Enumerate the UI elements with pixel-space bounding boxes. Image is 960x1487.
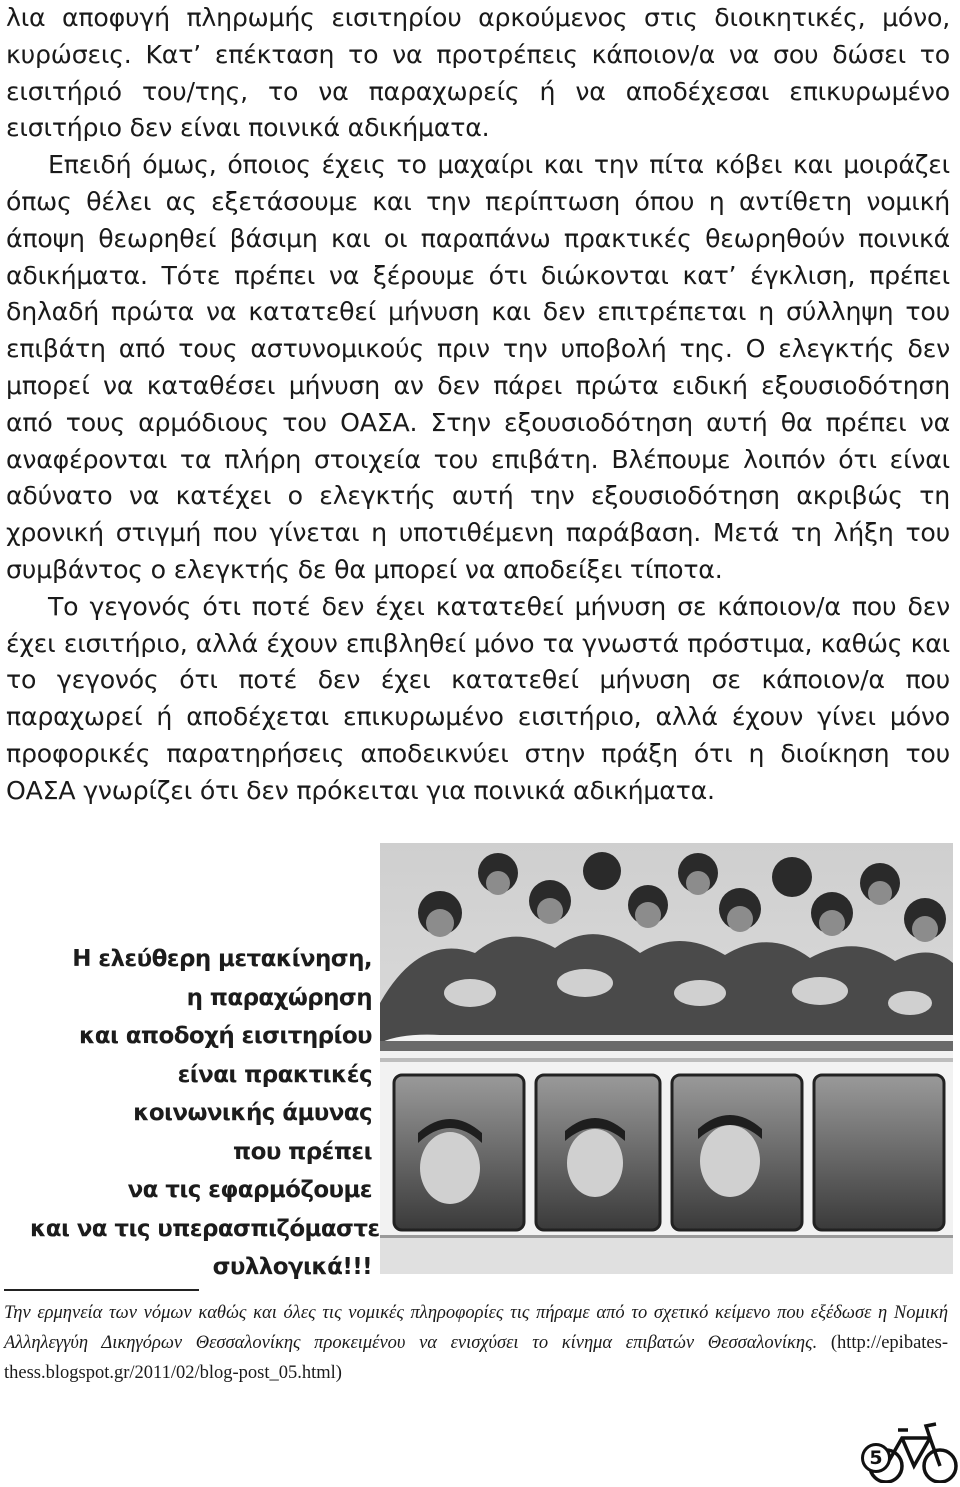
paragraph-1: λια αποφυγή πληρωμής εισιτηρίου αρκούμενος στις διοικητικές, μόνο, κυρώσεις. Κατ’ επέκταση το να προτρέπεις κάποιον/α να σου δώσει το εισιτήριό του/της, το να παραχωρείς ή να αποδέχεσαι επικυρωμένο εισιτήριο δεν είναι ποινικά αδικήματα. [6,3,950,143]
bus-passengers-photo [380,843,953,1274]
source-link[interactable]: (http://epibates-thess.blogspot.gr/2011/02/blog-post_05.html) [4,1333,948,1383]
footnote-text: Την ερμηνεία των νόμων καθώς και όλες τις νομικές πληροφορίες τις πήραμε από το σχετικό κείμενο που εξέδωσε η Νομική Αλληλεγγύη Δικηγόρων Θεσσαλονίκης προκειμένου να ενισχύσει το κίνημα επιβατών Θεσσαλονίκης. [4,1303,948,1353]
footnote-rule [4,1289,199,1291]
footnote [4,1298,948,1388]
slogan-line: είναι πρακτικές [177,1061,372,1088]
paragraph-3: Το γεγονός ότι ποτέ δεν έχει κατατεθεί μήνυση σε κάποιον/α που δεν έχει εισιτήριο, αλλά έχουν επιβληθεί μόνο τα γνωστά πρόστιμα, καθώς και το γεγονός ότι ποτέ δεν έχει κατατεθεί μήνυση σε κάποιον/α που παραχωρεί ή αποδέχεται επικυρωμένο εισιτήριο, αλλά έχουν γίνει μόνο προφορικές παρατηρήσεις αποδεικνύει στην πράξη ότι η διοίκηση του ΟΑΣΑ γνωρίζει ότι δεν πρόκειται για ποινικά αδικήματα. [6,591,950,805]
article-body [6,0,950,810]
slogan-line: Η ελεύθερη μετακίνηση, [72,946,372,972]
slogan-line: και αποδοχή εισιτηρίου [79,1023,372,1049]
slogan-line: συλλογικά!!! [212,1254,372,1280]
slogan-line: η παραχώρηση [186,984,372,1011]
slogan-line: που πρέπει [233,1138,372,1165]
slogan-callout [30,940,380,1287]
slogan-line: να τις εφαρμόζουμε [127,1177,372,1203]
paragraph-2: Επειδή όμως, όποιος έχεις το μαχαίρι και την πίτα κόβει και μοιράζει όπως θέλει ας εξετάσουμε και την περίπτωση όπου η αντίθετη νομική άποψη θεωρηθεί βάσιμη και οι παραπάνω πρακτικές θεωρηθούν ποινικά αδικήματα. Τότε πρέπει να ξέρουμε ότι διώκονται κατ’ έγκλιση, πρέπει δηλαδή πρώτα να κατατεθεί μήνυση και δεν επιτρέπεται η σύλληψη του επιβάτη από τους αστυνομικούς πριν την υποβολή της. Ο ελεγκτής δεν μπορεί να καταθέσει μήνυση αν δεν πάρει πρώτα ειδική εξουσιοδότηση από τους αρμόδιους του ΟΑΣΑ. Στην εξουσιοδότηση αυτή θα πρέπει να αναφέρονται τα πλήρη στοιχεία του επιβάτη. Βλέπουμε λοιπόν ότι είναι αδύνατο να κατέχει ο ελεγκτής αυτή την εξουσιοδότηση ακριβώς τη χρονική στιγμή που γίνεται η υποτιθέμενη παράβαση. Μετά τη λήξη του συμβάντος ο ελεγκτής δε θα μπορεί να αποδείξει τίποτα. [6,150,950,584]
page-number: 5 [861,1443,891,1473]
slogan-line: κοινωνικής άμυνας [133,1100,372,1126]
slogan-line: και να τις υπερασπιζόμαστε [30,1215,380,1242]
